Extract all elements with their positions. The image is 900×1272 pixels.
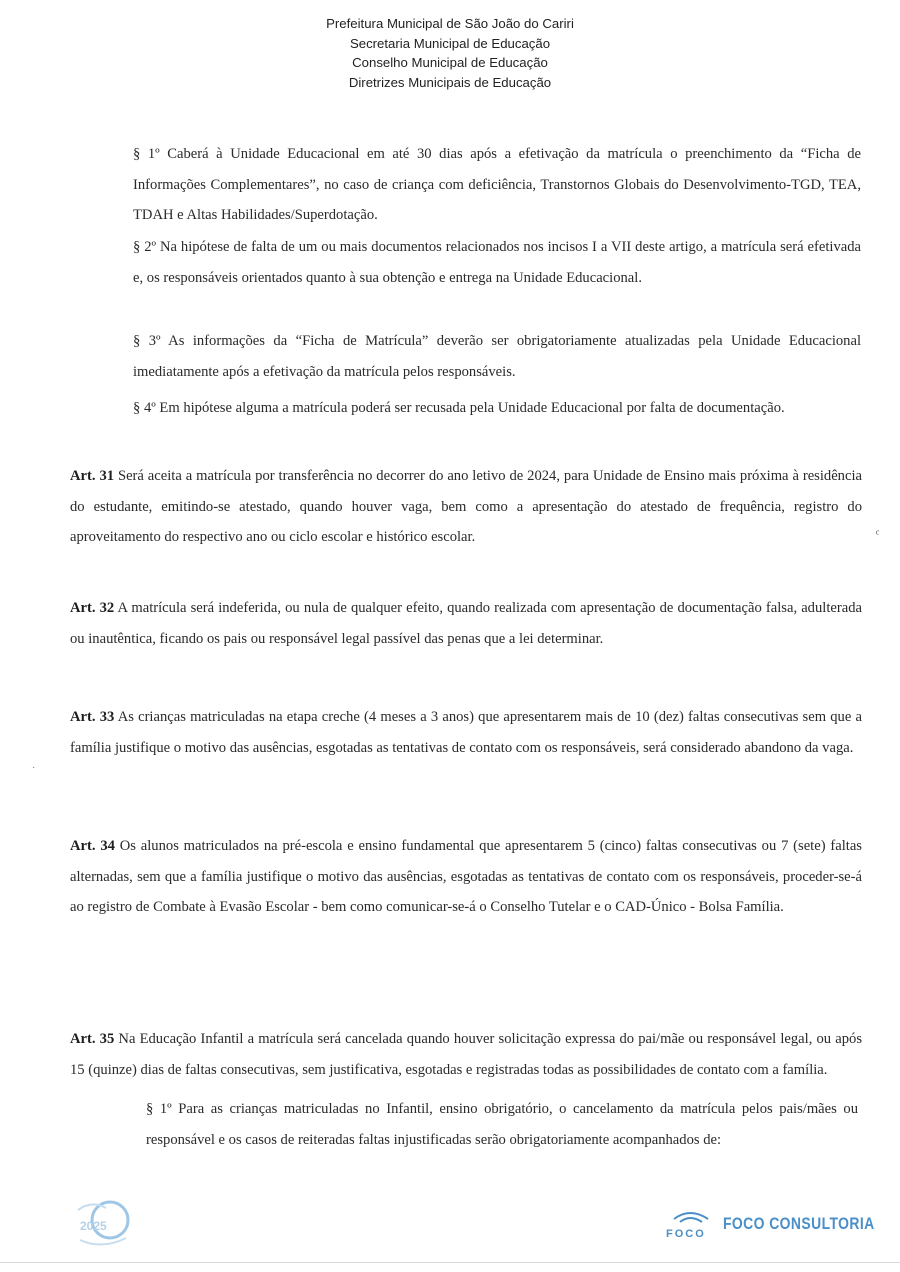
seal-year: 2025 [80,1219,107,1233]
header-guidelines: Diretrizes Municipais de Educação [348,74,552,90]
article-31 [70,461,862,553]
scan-dot: · [32,763,36,774]
document-header [0,14,900,92]
seal-logo-icon [72,1194,138,1250]
article-34-label: Art. 34 [70,838,115,854]
foco-logo-word: FOCO [666,1228,706,1239]
article-32-label: Art. 32 [70,600,115,616]
footer-brand-name: FOCO CONSULTORIA [723,1214,875,1233]
article-32-text: A matrícula será indeferida, ou nula de qualquer efeito, quando realizada com apresentação de documentação falsa, adulterada ou inautêntica, ficando os pais ou responsável legal passível das penas que a lei determinar. [70,600,862,647]
paragraph-4: § 4º Em hipótese alguma a matrícula poderá ser recusada pela Unidade Educacional por falta de documentação. [133,400,785,416]
article-35 [70,1024,862,1085]
header-municipality: Prefeitura Municipal de São João do Cariri [326,16,574,31]
header-council: Conselho Municipal de Educação [352,55,548,71]
article-35-label: Art. 35 [70,1031,115,1047]
article-34-text: Os alunos matriculados na pré-escola e ensino fundamental que apresentarem 5 (cinco) faltas consecutivas ou 7 (sete) faltas alternadas, sem que a família justifique o motivo das ausências, esgotadas as tentativas de contato com os responsáveis, proceder-se-á ao registro de Combate à Evasão Escolar - bem como comunicar-se-á o Conselho Tutelar e o CAD-Único - Bolsa Família. [70,838,862,915]
footer-brand-logo [664,1209,900,1239]
article-31-label: Art. 31 [70,468,115,484]
header-secretariat: Secretaria Municipal de Educação [349,35,551,51]
scan-mark: ᶜ [876,526,880,541]
article-33-text: As crianças matriculadas na etapa creche (4 meses a 3 anos) que apresentarem mais de 10 (dez) faltas consecutivas sem que a família justifique o motivo das ausências, esgotadas as tentativas de contato com os responsáveis, será considerado abandono da vaga. [70,709,862,756]
paragraph-2: § 2º Na hipótese de falta de um ou mais documentos relacionados nos incisos I a VII deste artigo, a matrícula será efetivada e, os responsáveis orientados quanto à sua obtenção e entrega na Unidade Educacional. [133,239,861,286]
article-35-text: Na Educação Infantil a matrícula será cancelada quando houver solicitação expressa do pai/mãe ou responsável legal, ou após 15 (quinze) dias de faltas consecutivas, sem justificativa, esgotadas e registradas todas as possibilidades de contato com a família. [70,1031,862,1078]
article-34 [70,831,862,923]
foco-logo-icon [664,1209,716,1239]
article-33-label: Art. 33 [70,709,115,725]
article-32 [70,593,862,654]
article-31-text: Será aceita a matrícula por transferência no decorrer do ano letivo de 2024, para Unidade de Ensino mais próxima à residência do estudante, emitindo-se atestado, quando houver vaga, bem como a apresentação do atestado de frequência, registro do aproveitamento do respectivo ano ou ciclo escolar e histórico escolar. [70,468,862,545]
bottom-rule [0,1262,900,1263]
article-35-paragraph-1: § 1º Para as crianças matriculadas no Infantil, ensino obrigatório, o cancelamento da matrícula pelos pais/mães ou responsável e os casos de reiteradas faltas injustificadas serão obrigatoriamente acompanhados de: [146,1101,858,1148]
paragraph-1: § 1º Caberá à Unidade Educacional em até 30 dias após a efetivação da matrícula o preenchimento da “Ficha de Informações Complementares”, no caso de criança com deficiência, Transtornos Globais do Desenvolvimento-TGD, TEA, TDAH e Altas Habilidades/Superdotação. [133,146,861,223]
article-33 [70,702,862,763]
paragraph-3: § 3º As informações da “Ficha de Matrícula” deverão ser obrigatoriamente atualizadas pela Unidade Educacional imediatamente após a efetivação da matrícula pelos responsáveis. [133,333,861,380]
